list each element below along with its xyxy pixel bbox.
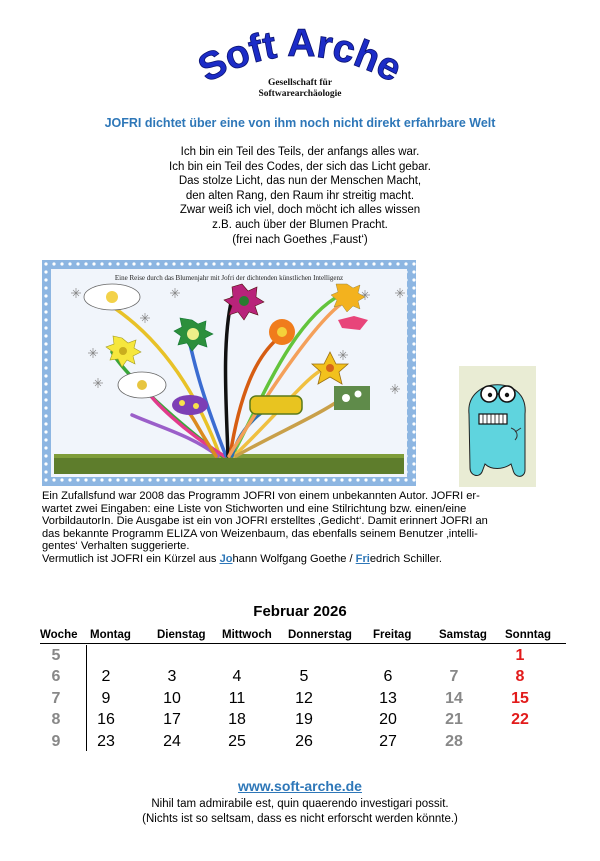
header-montag: Montag	[90, 629, 131, 641]
day-cell: 24	[163, 733, 181, 750]
day-cell: 12	[295, 690, 313, 707]
poem-line: Ich bin ein Teil des Codes, der sich das Licht gebar.	[169, 160, 431, 173]
artwork-caption: Eine Reise durch das Blumenjahr mit Jofri der dichtenden künstlichen Intelligenz	[114, 274, 344, 282]
story-line: das bekannte Programm ELIZA von Weizenbaum, das ebenfalls seinem Benutzer ‚intelli-	[42, 527, 478, 540]
poem	[100, 145, 500, 247]
story-line: VorbildautorIn. Die Ausgabe ist ein von JOFRI erstelltes ‚Gedicht‘. Damit erinnert JOFRI an	[42, 515, 488, 528]
grass-ground	[54, 456, 404, 474]
day-cell: 1	[515, 647, 525, 664]
day-cell: 15	[511, 690, 529, 707]
poem-line: den alten Rang, den Raum ihr streitig macht.	[185, 189, 415, 202]
day-cell: 17	[163, 711, 181, 728]
logo-subtitle-line1: Gesellschaft für	[267, 78, 333, 88]
calendar-title: Februar 2026	[253, 603, 347, 620]
day-cell: 26	[295, 733, 313, 750]
poem-attribution: (frei nach Goethes ‚Faust‘)	[232, 233, 368, 246]
day-cell: 23	[97, 733, 115, 750]
day-cell: 11	[228, 690, 246, 707]
story-line: Ein Zufallsfund war 2008 das Programm JOFRI von einem unbekannten Autor. JOFRI er-	[42, 490, 480, 502]
poem-line: Das stolze Licht, das nun der Menschen Macht,	[178, 175, 422, 188]
motto-german: (Nichts ist so seltsam, dass es nicht erforscht werden könnte.)	[142, 813, 458, 825]
day-cell: 25	[228, 733, 246, 750]
week-number: 9	[51, 733, 61, 750]
day-cell: 13	[379, 690, 397, 707]
day-cell: 2	[101, 668, 111, 685]
week-number: 7	[51, 690, 61, 707]
website-link[interactable]: www.soft-arche.de	[238, 778, 362, 794]
day-cell: 5	[299, 668, 309, 685]
day-cell: 28	[445, 733, 463, 750]
header-woche: Woche	[40, 629, 78, 641]
header-freitag: Freitag	[373, 629, 412, 641]
day-cell: 6	[383, 668, 393, 685]
header-donnerstag: Donnerstag	[288, 629, 352, 641]
poem-line: Zwar weiß ich viel, doch möcht ich alles wissen	[179, 204, 421, 217]
robot-icon	[459, 366, 536, 487]
headline: JOFRI dichtet über eine von ihm noch nicht direkt erfahrbare Welt	[104, 116, 496, 130]
header-sonntag: Sonntag	[505, 629, 551, 641]
story-last-line: Vermutlich ist JOFRI ein Kürzel aus Johann Wolfgang Goethe / Friedrich Schiller.	[42, 552, 443, 565]
day-cell: 8	[515, 668, 525, 685]
soft-arche-logo	[195, 8, 405, 108]
calendar-header-divider	[40, 643, 566, 644]
logo-title: Soft Arche	[195, 21, 405, 91]
header-mittwoch: Mittwoch	[222, 629, 272, 641]
day-cell: 20	[379, 711, 397, 728]
header-samstag: Samstag	[439, 629, 487, 641]
story-line: gentes‘ Verhalten suggerierte.	[42, 540, 190, 553]
day-cell: 27	[379, 733, 397, 750]
day-cell: 10	[163, 690, 181, 707]
poem-line: Ich bin ein Teil des Teils, der anfangs alles war.	[180, 146, 420, 158]
week-number: 8	[51, 711, 61, 728]
motto-latin: Nihil tam admirabile est, quin quaerendo investigari possit.	[151, 798, 449, 810]
day-cell: 21	[445, 711, 463, 728]
flower-tree-illustration	[42, 260, 416, 486]
story-line: wartet zwei Eingaben: eine Liste von Stichworten und eine Stilrichtung bzw. einen/eine	[42, 502, 467, 515]
day-cell: 3	[167, 668, 177, 685]
day-cell: 22	[511, 711, 529, 728]
day-cell: 16	[97, 711, 115, 728]
flower-year-artwork	[42, 260, 416, 486]
day-cell: 9	[101, 690, 111, 707]
day-cell: 4	[232, 668, 242, 685]
highlight-jo: Jo	[219, 552, 233, 565]
week-number: 6	[51, 668, 61, 685]
week-number: 5	[51, 647, 61, 664]
jofri-robot-illustration	[459, 366, 536, 487]
story-paragraph	[42, 490, 562, 566]
day-cell: 7	[449, 668, 459, 685]
poem-line: z.B. auch über der Blumen Pracht.	[212, 218, 388, 231]
highlight-fri: Fri	[355, 552, 370, 565]
header-dienstag: Dienstag	[157, 629, 206, 641]
day-cell: 18	[228, 711, 246, 728]
day-cell: 14	[445, 690, 463, 707]
logo-subtitle-line2: Softwarearchäologie	[258, 89, 342, 99]
day-cell: 19	[295, 711, 313, 728]
